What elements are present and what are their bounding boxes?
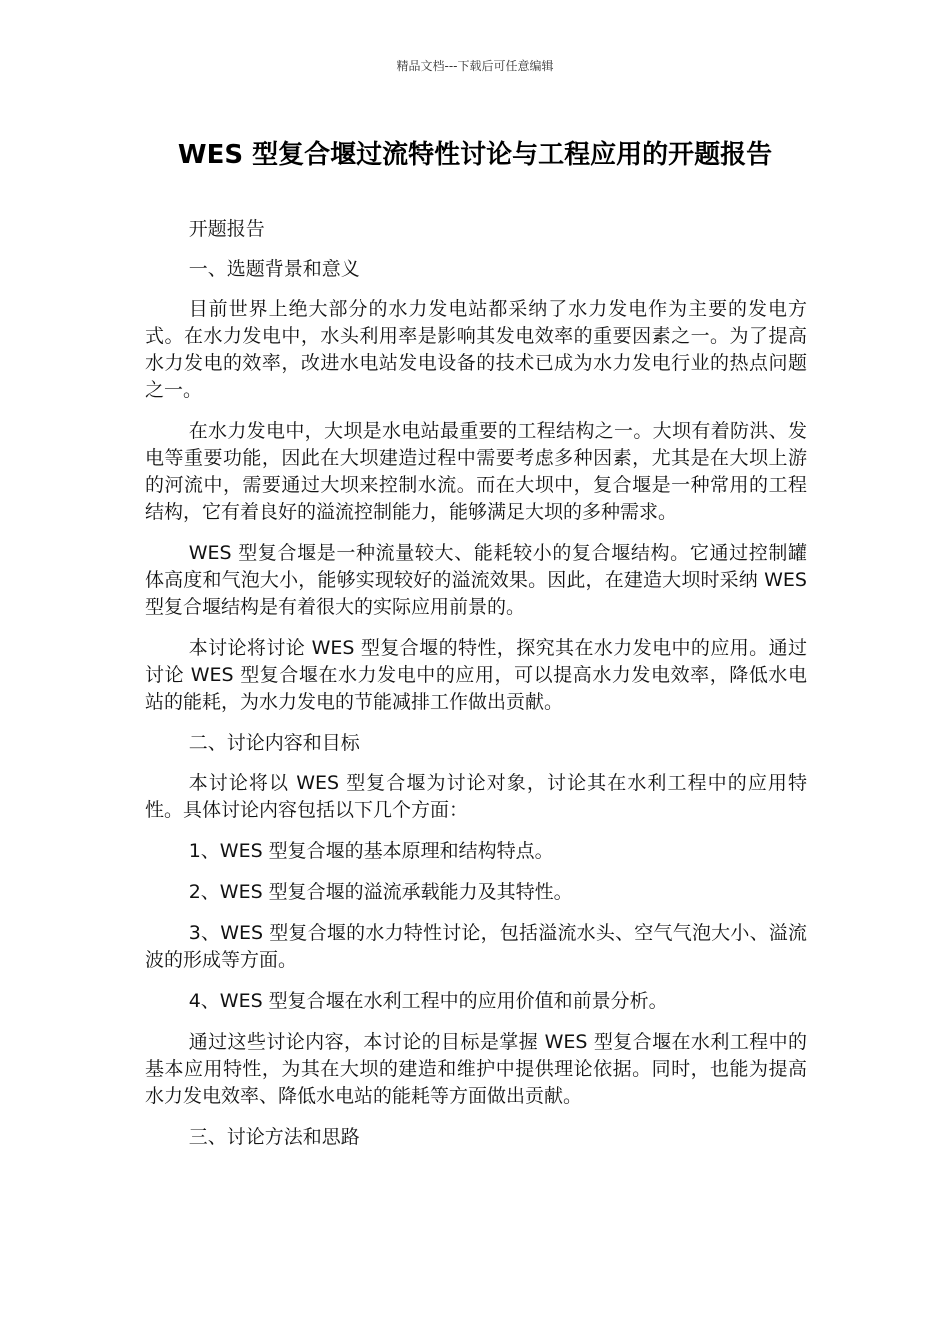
- list-item-4: 4、WES 型复合堰在水利工程中的应用价值和前景分析。: [188, 990, 668, 1012]
- header-note: 精品文档---下载后可任意编辑: [396, 59, 554, 73]
- paragraph-background-2: 在水力发电中，大坝是水电站最重要的工程结构之一。大坝有着防洪、发电等重要功能，因此在大坝建造过程中需要考虑多种因素，尤其是在大坝上游的河流中，需要通过大坝来控制水流。而在大坝中，复合堰是一种常用的工程结构，它有着良好的溢流控制能力，能够满足大坝的多种需求。: [145, 420, 807, 523]
- document-body: [145, 216, 807, 1164]
- section-heading-method: 三、讨论方法和思路: [188, 1126, 360, 1148]
- section-label-report: 开题报告: [188, 218, 265, 240]
- document-title: WES 型复合堰过流特性讨论与工程应用的开题报告: [177, 140, 773, 170]
- section-heading-background: 一、选题背景和意义: [188, 258, 360, 280]
- paragraph-background-1: 目前世界上绝大部分的水力发电站都采纳了水力发电作为主要的发电方式。在水力发电中，水头利用率是影响其发电效率的重要因素之一。为了提高水力发电的效率，改进水电站发电设备的技术已成为水力发电行业的热点问题之一。: [145, 298, 807, 401]
- paragraph-background-3: WES 型复合堰是一种流量较大、能耗较小的复合堰结构。它通过控制罐体高度和气泡大小，能够实现较好的溢流效果。因此，在建造大坝时采纳 WES 型复合堰结构是有着很大的实际应用前景的。: [145, 542, 807, 618]
- list-item-2: 2、WES 型复合堰的溢流承载能力及其特性。: [188, 881, 573, 903]
- list-item-3: 3、WES 型复合堰的水力特性讨论，包括溢流水头、空气气泡大小、溢流波的形成等方面。: [145, 922, 807, 971]
- paragraph-content-goal: 通过这些讨论内容，本讨论的目标是掌握 WES 型复合堰在水利工程中的基本应用特性，为其在大坝的建造和维护中提供理论依据。同时，也能为提高水力发电效率、降低水电站的能耗等方面做出贡献。: [145, 1031, 807, 1107]
- paragraph-background-4: 本讨论将讨论 WES 型复合堰的特性，探究其在水力发电中的应用。通过讨论 WES 型复合堰在水力发电中的应用，可以提高水力发电效率，降低水电站的能耗，为水力发电的节能减排工作做出贡献。: [145, 637, 807, 713]
- section-heading-content: 二、讨论内容和目标: [188, 732, 360, 754]
- list-item-1: 1、WES 型复合堰的基本原理和结构特点。: [188, 840, 554, 862]
- paragraph-content-intro: 本讨论将以 WES 型复合堰为讨论对象，讨论其在水利工程中的应用特性。具体讨论内容包括以下几个方面：: [145, 772, 807, 821]
